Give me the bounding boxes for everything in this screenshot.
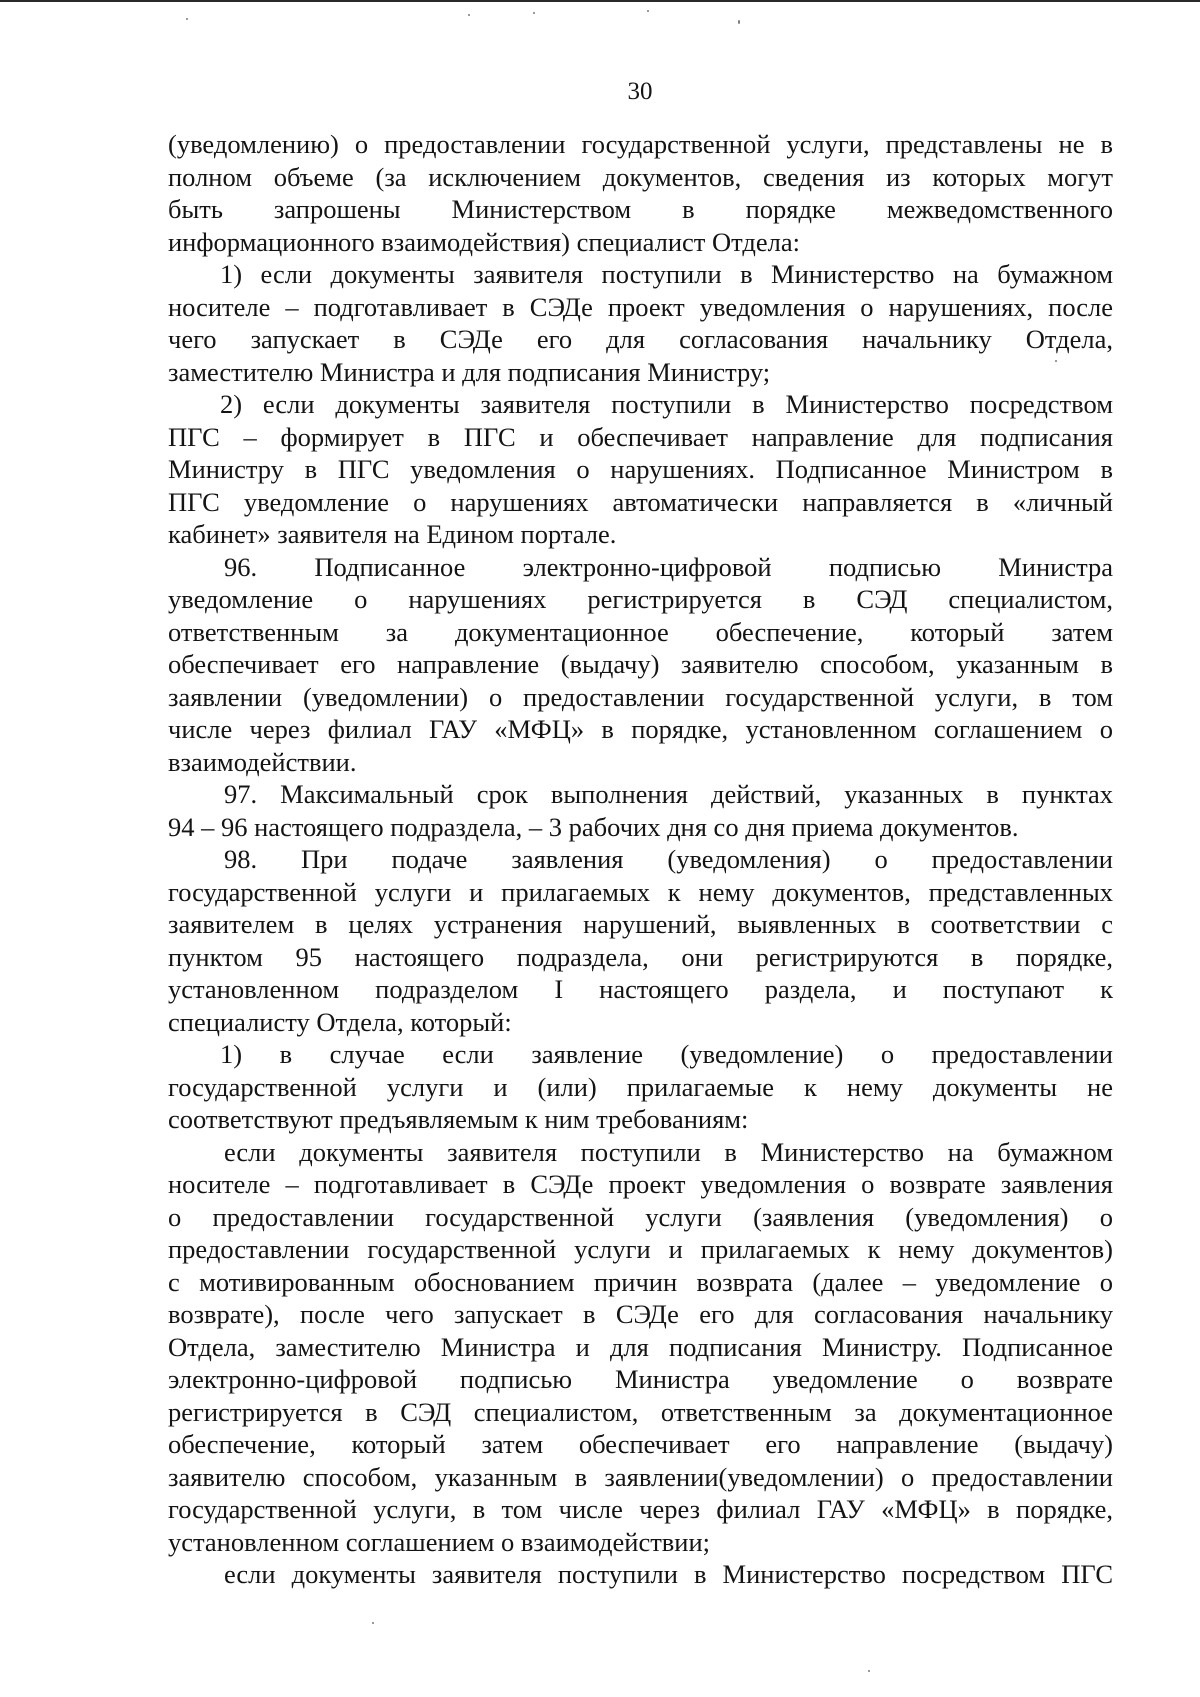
text-line: специалисту Отдела, который: [168, 1006, 512, 1037]
text-line: обеспечивает его направление (выдачу) заявителю способом, указанным в [168, 649, 1113, 679]
text-line: пунктом 95 настоящего подраздела, они регистрируются в порядке, [168, 941, 1113, 972]
text-line: заявителем в целях устранения нарушений, выявленных в соответствии с [168, 909, 1113, 939]
text-line: возврате), после чего запускает в СЭДе его для согласования начальнику [168, 1299, 1113, 1329]
text-line: уведомление о нарушениях регистрируется в СЭД специалистом, [168, 584, 1113, 614]
text-line: соответствуют предъявляемым к ним требованиям: [168, 1104, 749, 1134]
text-line: чего запускает в СЭДе его для согласования начальнику Отдела, [168, 324, 1113, 354]
text-line: носителе – подготавливает в СЭДе проект уведомления о нарушениях, после [168, 291, 1113, 322]
text-line: предоставлении государственной услуги и прилагаемых к нему документов) [168, 1234, 1113, 1264]
scan-speck [647, 10, 649, 12]
text-line: государственной услуги и прилагаемых к нему документов, представленных [168, 876, 1113, 907]
text-line: 96. Подписанное электронно-цифровой подписью Министра [224, 551, 1113, 582]
text-line: государственной услуги и (или) прилагаемые к нему документы не [168, 1071, 1113, 1102]
text-line: заместителю Министра и для подписания Министру; [168, 356, 771, 387]
scan-speck [468, 14, 470, 16]
scan-speck [533, 12, 535, 14]
text-line: 97. Максимальный срок выполнения действий, указанных в пунктах [224, 779, 1113, 809]
text-line: 1) если документы заявителя поступили в Министерство на бумажном [220, 259, 1113, 289]
text-line: установленном подразделом I настоящего раздела, и поступают к [168, 974, 1113, 1004]
page-number: 30 [627, 78, 653, 105]
text-line: Министру в ПГС уведомления о нарушениях. Подписанное Министром в [168, 454, 1113, 484]
scan-speck [186, 18, 188, 20]
text-line: ПГС уведомление о нарушениях автоматически направляется в «личный [168, 486, 1113, 517]
top-edge-rule [0, 0, 1200, 2]
text-line: 98. При подаче заявления (уведомления) о предоставлении [224, 844, 1113, 874]
scan-speck [868, 1670, 870, 1672]
text-line: взаимодействии. [168, 746, 357, 777]
text-line: государственной услуги, в том числе через филиал ГАУ «МФЦ» в порядке, [168, 1494, 1113, 1524]
scan-speck [372, 1622, 374, 1624]
text-line: (уведомлению) о предоставлении государственной услуги, представлены не в [168, 129, 1113, 159]
text-line: 2) если документы заявителя поступили в Министерство посредством [220, 389, 1113, 419]
text-line: числе через филиал ГАУ «МФЦ» в порядке, установленном соглашением о [168, 714, 1113, 744]
text-line: ответственным за документационное обеспечение, который затем [168, 616, 1113, 647]
text-line: носителе – подготавливает в СЭДе проект уведомления о возврате заявления [168, 1169, 1113, 1199]
text-line: регистрируется в СЭД специалистом, ответственным за документационное [168, 1396, 1113, 1427]
text-line: Отдела, заместителю Министра и для подписания Министру. Подписанное [168, 1331, 1113, 1362]
text-line: информационного взаимодействия) специалист Отдела: [168, 226, 800, 257]
text-line: заявителю способом, указанным в заявлении(уведомлении) о предоставлении [168, 1461, 1113, 1492]
text-line: установленном соглашением о взаимодействии; [168, 1526, 711, 1557]
text-line: кабинет» заявителя на Едином портале. [168, 519, 617, 549]
text-line: если документы заявителя поступили в Министерство на бумажном [224, 1136, 1113, 1167]
document-body [168, 128, 1113, 1591]
text-line: 1) в случае если заявление (уведомление) о предоставлении [220, 1039, 1113, 1069]
scan-speck [1055, 360, 1057, 362]
text-line: быть запрошены Министерством в порядке межведомственного [168, 194, 1113, 224]
text-line: если документы заявителя поступили в Министерство посредством ПГС [224, 1559, 1113, 1589]
scan-speck [738, 20, 740, 24]
text-line: 94 – 96 настоящего подраздела, – 3 рабочих дня со дня приема документов. [168, 811, 1019, 842]
text-line: заявлении (уведомлении) о предоставлении государственной услуги, в том [168, 681, 1113, 712]
text-line: обеспечение, который затем обеспечивает его направление (выдачу) [168, 1429, 1113, 1459]
text-line: с мотивированным обоснованием причин возврата (далее – уведомление о [168, 1266, 1113, 1297]
text-line: о предоставлении государственной услуги (заявления (уведомления) о [168, 1201, 1113, 1232]
text-line: полном объеме (за исключением документов, сведения из которых могут [168, 161, 1113, 192]
text-line: ПГС – формирует в ПГС и обеспечивает направление для подписания [168, 421, 1113, 452]
text-line: электронно-цифровой подписью Министра уведомление о возврате [168, 1364, 1113, 1394]
